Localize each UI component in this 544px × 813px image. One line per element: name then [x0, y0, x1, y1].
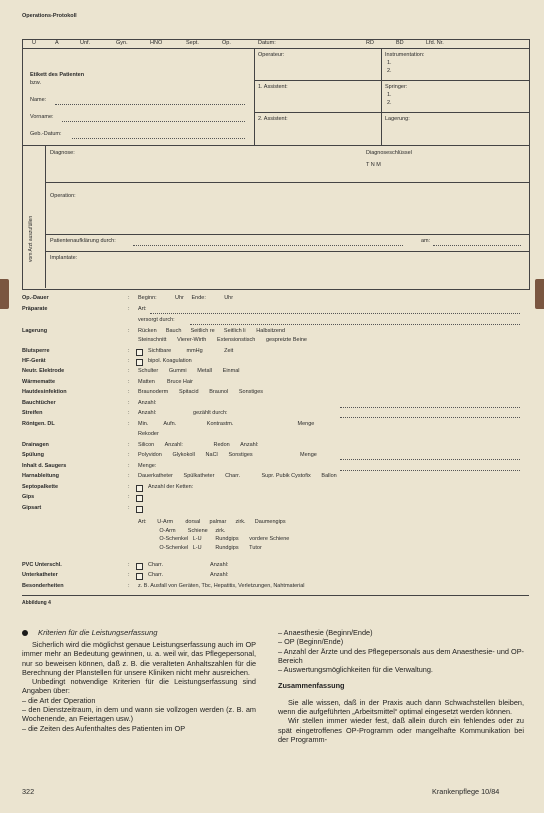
row-colon-27: : — [128, 583, 130, 589]
row-label-15: Spülung — [22, 452, 44, 458]
springer-1: 1. — [387, 92, 392, 98]
row-colon-17: : — [128, 473, 130, 479]
row-colon-1: : — [128, 306, 130, 312]
row-content-16: Menge: — [138, 463, 157, 469]
row-content-10: Anzahl: — [138, 400, 157, 406]
row-content-9: Braunoderm Spitacid Braunol Sonstiges — [138, 389, 264, 395]
row-field-16[interactable] — [340, 470, 520, 471]
operation-label: Operation: — [50, 193, 76, 199]
row-content-24: O-Schenkel L-U Rundgips Tutor — [138, 545, 262, 551]
row-field-11[interactable] — [340, 417, 520, 418]
page-number: 322 — [22, 787, 35, 796]
bullet-icon — [22, 630, 28, 636]
row-label-25: PVC Unterschl. — [22, 562, 62, 568]
row-label-26: Unterkatheter — [22, 572, 58, 578]
page-tab-right — [535, 279, 544, 309]
row-content-15: Polyvidon Glykokoll NaCl Sonstiges Menge — [138, 452, 317, 458]
top-cell-0: U — [32, 40, 36, 46]
row-colon-12: : — [128, 421, 130, 427]
vertical-label: vom Arzt auszufüllen — [28, 215, 34, 262]
right-item-2: – OP (Beginn/Ende) — [278, 637, 344, 647]
row-content-27: z. B. Ausfall von Geräten, Tbc, Hepatitis, Verletzungen, Nahtmaterial — [138, 583, 305, 589]
patient-label: Etikett des Patienten — [30, 72, 85, 78]
top-cell-5: Sept. — [186, 40, 199, 46]
row-content-4: Steinschnitt Vierer-Wirth Extensionstisch gespreizte Beine — [138, 337, 307, 343]
article-heading: Kriterien für die Leistungserfassung — [38, 628, 158, 637]
diagnose-label: Diagnose: — [50, 150, 75, 156]
row-label-20: Gipsart — [22, 505, 42, 511]
row-content-8: Matten Bruce Hair — [138, 379, 194, 385]
row-content-18: Anzahl der Ketten: — [148, 484, 194, 490]
left-paragraph-1: Sicherlich wird die möglichst genaue Leistungserfassung auch im OP immer mehr an Bedeutung gewinnen, u. a. weil wir, das Pflegepersonal, nur so beweisen können, daß z. B. die veralteten Anhaltszahlen für die Berechnung der Planstellen für unsere Kliniken nicht mehr ausreichen. — [22, 640, 256, 677]
row-checkbox-18[interactable] — [136, 485, 143, 492]
row-colon-3: : — [128, 328, 130, 334]
row-label-3: Lagerung — [22, 328, 48, 334]
springer-2: 2. — [387, 100, 392, 106]
row-label-7: Neutr. Elektrode — [22, 368, 65, 374]
row-label-11: Streifen — [22, 410, 43, 416]
row-colon-20: : — [128, 505, 130, 511]
page-tab-left — [0, 279, 9, 309]
row-field-15[interactable] — [340, 459, 520, 460]
form-header-box — [22, 39, 530, 290]
assistent2-label: 2. Assistent: — [258, 116, 288, 122]
row-label-27: Besonderheiten — [22, 583, 64, 589]
row-checkbox-5[interactable] — [136, 349, 143, 356]
row-content-25: Charr. Anzahl: — [148, 562, 229, 568]
row-checkbox-20[interactable] — [136, 506, 143, 513]
left-item-3: – die Zeiten des Aufenthaltes des Patienten im OP — [22, 723, 186, 733]
row-content-26: Charr. Anzahl: — [148, 572, 229, 578]
row-field-10[interactable] — [340, 407, 520, 408]
row-label-12: Röntgen. DL — [22, 421, 55, 427]
row-field-1[interactable] — [150, 313, 520, 314]
assistent1-label: 1. Assistent: — [258, 84, 288, 90]
row-colon-15: : — [128, 452, 130, 458]
row-content-0: Beginn: Uhr Ende: Uhr — [138, 295, 234, 301]
name-label: Name: — [30, 97, 47, 103]
row-content-12: Min. Aufn. Kontrastm. Menge — [138, 421, 315, 427]
row-label-9: Hautdesinfektion — [22, 389, 67, 395]
right-item-1: – Anaesthesie (Beginn/Ende) — [278, 628, 373, 637]
right-item-3: – Anzahl der Ärzte und des Pflegepersonals aus dem Anaesthesie- und OP-Bereich — [278, 646, 524, 665]
figure-caption: Abbildung 4 — [22, 600, 51, 606]
patient-sub: bzw. — [30, 80, 42, 86]
vorname-label: Vorname: — [30, 114, 54, 120]
lagerung-header-label: Lagerung: — [385, 116, 410, 122]
instrumentation-label: Instrumentation: — [385, 52, 425, 58]
journal-name: Krankenpflege 10/84 — [432, 787, 500, 796]
row-content-2: versorgt durch: — [138, 317, 175, 323]
instrumentation-2: 2. — [387, 68, 392, 74]
name-field[interactable] — [55, 104, 245, 105]
diagnoseschluessel-label: Diagnoseschlüssel — [366, 150, 412, 156]
row-checkbox-25[interactable] — [136, 563, 143, 570]
row-colon-19: : — [128, 494, 130, 500]
row-label-17: Harnableitung — [22, 473, 59, 479]
top-cell-6: Op. — [222, 40, 231, 46]
row-colon-6: : — [128, 358, 130, 364]
row-content-17: Dauerkatheter Spülkatheter Charr. Supr. Pubik Cystofix Ballon — [138, 473, 337, 479]
top-cell-7: Datum: — [258, 40, 276, 46]
row-colon-26: : — [128, 572, 130, 578]
left-paragraph-2: Unbedingt notwendige Kriterien für die Leistungserfassung sind Angaben über: — [22, 677, 256, 696]
left-item-1: – die Art der Operation — [22, 695, 96, 705]
implantate-label: Implantate: — [50, 255, 78, 261]
row-content-23: O-Schenkel L-U Rundgips vordere Schiene — [138, 536, 290, 542]
row-colon-10: : — [128, 400, 130, 406]
row-content-7: Schulter Gummi Metall Einmal — [138, 368, 240, 374]
row-colon-18: : — [128, 484, 130, 490]
row-content-1: Art: — [138, 306, 147, 312]
row-label-6: HF-Gerät — [22, 358, 46, 364]
row-colon-9: : — [128, 389, 130, 395]
row-colon-11: : — [128, 410, 130, 416]
row-label-5: Blutsperre — [22, 348, 50, 354]
operateur-label: Operateur: — [258, 52, 285, 58]
right-item-4: – Auswertungsmöglichkeiten für die Verwaltung. — [278, 665, 433, 675]
springer-label: Springer: — [385, 84, 408, 90]
row-label-18: Septopalkette — [22, 484, 59, 490]
am-field[interactable] — [433, 245, 521, 246]
row-content-3: Rücken Bauch Seitlich re Seitlich li Halbsitzend — [138, 328, 286, 334]
row-content-13: Rekoder — [138, 431, 159, 437]
row-content-21: Art: U-Arm dorsal palmar zirk. Daumengips — [138, 519, 286, 525]
row-label-14: Drainagen — [22, 442, 49, 448]
am-label: am: — [421, 238, 431, 244]
left-item-2: – den Dienstzeitraum, in dem und wann sie vollzogen werden (z. B. am Wochenende, an Feiertagen usw.) — [22, 705, 256, 724]
left-column — [22, 640, 256, 733]
right-paragraph-2: Wir stellen immer wieder fest, daß allein durch ein fehlendes oder zu spät eingetroffenes OP-Programm oder mangelhafte Kommunikation bei der Programm- — [278, 716, 524, 744]
geb-field[interactable] — [72, 138, 245, 139]
row-content-11: Anzahl: gezählt durch: — [138, 410, 228, 416]
top-cell-4: HNO — [150, 40, 163, 46]
row-checkbox-26[interactable] — [136, 573, 143, 580]
row-colon-25: : — [128, 562, 130, 568]
row-label-0: Op.-Dauer — [22, 295, 49, 301]
instrumentation-1: 1. — [387, 60, 392, 66]
top-cell-8: RD — [366, 40, 374, 46]
right-column — [278, 628, 524, 744]
row-label-1: Präparate — [22, 306, 48, 312]
right-paragraph-1: Sie alle wissen, daß in der Praxis auch dann Schwachstellen bleiben, wenn die aufgeführten „Arbeitsmittel“ optimal eingesetzt werden können. — [278, 697, 524, 717]
row-label-16: Inhalt d. Saugers — [22, 463, 67, 469]
row-colon-0: : — [128, 295, 130, 301]
tnm-label: T N M — [366, 162, 381, 168]
vorname-field[interactable] — [62, 121, 245, 122]
summary-heading: Zusammenfassung — [278, 681, 345, 691]
row-colon-7: : — [128, 368, 130, 374]
row-label-8: Wärmematte — [22, 379, 56, 385]
aufklaerung-field[interactable] — [133, 245, 403, 246]
row-colon-8: : — [128, 379, 130, 385]
row-label-19: Gips — [22, 494, 35, 500]
top-cell-3: Gyn. — [116, 40, 128, 46]
row-content-22: O-Arm Schiene zirk. — [138, 528, 226, 534]
row-content-6: bipol. Koagulation — [148, 358, 192, 364]
row-content-5: Sichtbare mmHg Zeit — [148, 348, 234, 354]
row-colon-5: : — [128, 348, 130, 354]
row-checkbox-19[interactable] — [136, 495, 143, 502]
row-field-2[interactable] — [190, 324, 520, 325]
aufklaerung-label: Patientenaufklärung durch: — [50, 238, 116, 244]
row-colon-16: : — [128, 463, 130, 469]
row-content-14: Silicon Anzahl: Redon Anzahl: — [138, 442, 259, 448]
geb-label: Geb.-Datum: — [30, 131, 62, 137]
top-cell-9: BD — [396, 40, 404, 46]
form-title: Operations-Protokoll — [22, 13, 77, 19]
row-colon-14: : — [128, 442, 130, 448]
top-cell-1: A — [55, 40, 59, 46]
top-cell-10: Lfd. Nr. — [426, 40, 444, 46]
top-cell-2: Unf. — [80, 40, 91, 46]
row-label-10: Bauchtücher — [22, 400, 56, 406]
row-checkbox-6[interactable] — [136, 359, 143, 366]
